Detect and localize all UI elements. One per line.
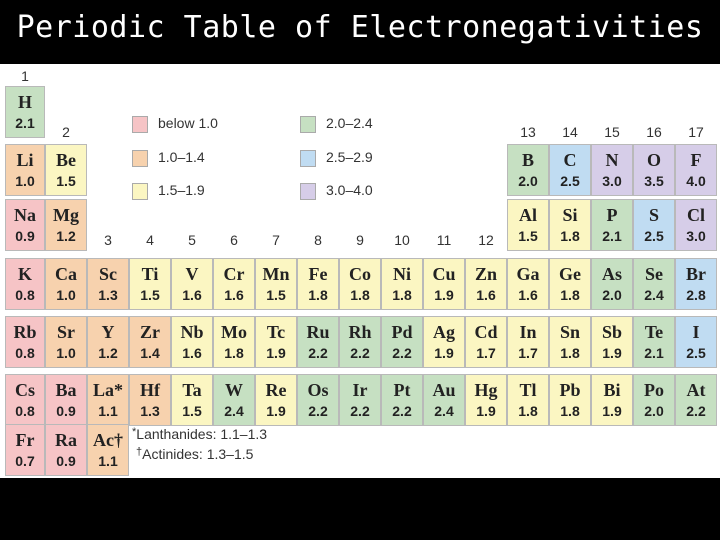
electronegativity-value: 2.0 <box>518 173 538 189</box>
periodic-table-panel <box>0 64 720 478</box>
group-number-14: 14 <box>562 124 578 140</box>
electronegativity-value: 1.7 <box>518 345 538 361</box>
legend-swatch <box>132 150 148 167</box>
electronegativity-value: 1.0 <box>56 345 76 361</box>
electronegativity-value: 1.8 <box>392 287 412 303</box>
legend-swatch <box>300 150 316 167</box>
element-cell-w <box>213 374 255 426</box>
electronegativity-value: 1.8 <box>350 287 370 303</box>
element-symbol: Y <box>101 322 115 342</box>
element-cell-te <box>633 316 675 368</box>
element-symbol: Fe <box>308 264 328 284</box>
element-cell-p <box>591 199 633 251</box>
element-symbol: W <box>225 380 243 400</box>
element-symbol: B <box>521 150 534 170</box>
element-cell-ta <box>171 374 213 426</box>
electronegativity-value: 2.2 <box>350 345 370 361</box>
element-symbol: Pt <box>393 380 411 400</box>
actinide-mark: † <box>136 446 143 458</box>
element-cell-pd <box>381 316 423 368</box>
electronegativity-value: 1.5 <box>518 228 538 244</box>
element-cell-cs <box>5 374 45 426</box>
electronegativity-value: 2.1 <box>602 228 622 244</box>
electronegativity-value: 3.0 <box>602 173 622 189</box>
element-symbol: Ti <box>141 264 159 284</box>
electronegativity-value: 1.9 <box>602 345 622 361</box>
electronegativity-value: 3.5 <box>644 173 664 189</box>
element-cell-h <box>5 86 45 138</box>
element-symbol: Ba <box>55 380 77 400</box>
electronegativity-value: 1.0 <box>15 173 35 189</box>
element-symbol: Ca <box>55 264 77 284</box>
page-title: Periodic Table of Electronegativities <box>16 10 704 45</box>
element-cell-pb <box>549 374 591 426</box>
element-symbol: Mo <box>221 322 247 342</box>
element-cell-ru <box>297 316 339 368</box>
element-symbol: S <box>648 205 659 225</box>
electronegativity-value: 1.9 <box>266 403 286 419</box>
element-symbol: C <box>563 150 577 170</box>
group-number-13: 13 <box>520 124 536 140</box>
electronegativity-value: 1.9 <box>602 403 622 419</box>
element-symbol: H <box>17 92 32 112</box>
group-number-3: 3 <box>104 232 112 248</box>
group-number-5: 5 <box>188 232 196 248</box>
actinides-note <box>136 446 253 462</box>
element-symbol: V <box>185 264 199 284</box>
legend-swatch <box>300 116 316 133</box>
electronegativity-value: 1.5 <box>266 287 286 303</box>
element-symbol: Ru <box>306 322 330 342</box>
electronegativity-value: 1.9 <box>266 345 286 361</box>
electronegativity-value: 1.6 <box>182 345 202 361</box>
electronegativity-value: 2.0 <box>644 403 664 419</box>
electronegativity-value: 2.2 <box>686 403 706 419</box>
element-cell-ir <box>339 374 381 426</box>
electronegativity-value: 1.8 <box>518 403 538 419</box>
element-symbol: Pb <box>559 380 581 400</box>
element-symbol: In <box>519 322 537 342</box>
element-cell-al <box>507 199 549 251</box>
element-cell-fe <box>297 258 339 310</box>
electronegativity-value: 1.8 <box>560 287 580 303</box>
element-symbol: Be <box>56 150 76 170</box>
electronegativity-value: 2.8 <box>686 287 706 303</box>
legend-label: 1.0–1.4 <box>158 149 205 165</box>
electronegativity-value: 1.6 <box>476 287 496 303</box>
electronegativity-value: 2.4 <box>224 403 244 419</box>
element-symbol: Ge <box>559 264 581 284</box>
element-cell-fr <box>5 424 45 476</box>
element-cell-as <box>591 258 633 310</box>
element-cell-cr <box>213 258 255 310</box>
element-cell-s <box>633 199 675 251</box>
lanthanide-mark: * <box>132 426 137 438</box>
electronegativity-value: 1.2 <box>98 345 118 361</box>
electronegativity-value: 1.3 <box>98 287 118 303</box>
electronegativity-value: 2.0 <box>602 287 622 303</box>
electronegativity-value: 0.9 <box>15 228 35 244</box>
element-cell-cl <box>675 199 717 251</box>
element-cell-at <box>675 374 717 426</box>
element-symbol: Rb <box>13 322 37 342</box>
element-symbol: Cl <box>687 205 705 225</box>
element-cell-si <box>549 199 591 251</box>
element-symbol: Ir <box>352 380 368 400</box>
group-number-7: 7 <box>272 232 280 248</box>
electronegativity-value: 1.8 <box>224 345 244 361</box>
element-symbol: Rh <box>348 322 372 342</box>
element-cell-mn <box>255 258 297 310</box>
electronegativity-value: 1.0 <box>56 287 76 303</box>
electronegativity-value: 0.9 <box>56 403 76 419</box>
group-number-11: 11 <box>436 232 452 248</box>
element-symbol: Sb <box>601 322 623 342</box>
element-symbol: N <box>605 150 619 170</box>
group-number-8: 8 <box>314 232 322 248</box>
electronegativity-value: 1.4 <box>140 345 160 361</box>
electronegativity-value: 1.8 <box>308 287 328 303</box>
element-symbol: Re <box>265 380 287 400</box>
electronegativity-value: 0.9 <box>56 453 76 469</box>
element-symbol: Si <box>562 205 578 225</box>
element-cell-tl <box>507 374 549 426</box>
electronegativity-value: 1.1 <box>98 453 118 469</box>
element-symbol: Sn <box>559 322 581 342</box>
element-cell-na <box>5 199 45 251</box>
element-symbol: Pd <box>391 322 413 342</box>
element-symbol: Cu <box>432 264 456 284</box>
element-symbol: Co <box>349 264 371 284</box>
electronegativity-value: 1.1 <box>98 403 118 419</box>
element-symbol: Fr <box>15 430 35 450</box>
element-cell-ag <box>423 316 465 368</box>
element-cell-n <box>591 144 633 196</box>
element-symbol: Zn <box>474 264 498 284</box>
electronegativity-value: 2.2 <box>308 345 328 361</box>
electronegativity-value: 2.4 <box>434 403 454 419</box>
legend-label: below 1.0 <box>158 115 218 131</box>
element-cell-li <box>5 144 45 196</box>
element-cell-be <box>45 144 87 196</box>
legend-label: 2.5–2.9 <box>326 149 373 165</box>
element-symbol: Mg <box>53 205 79 225</box>
element-symbol: At <box>686 380 706 400</box>
electronegativity-value: 2.2 <box>308 403 328 419</box>
electronegativity-value: 1.9 <box>476 403 496 419</box>
element-symbol: Ni <box>393 264 411 284</box>
element-symbol: Au <box>432 380 456 400</box>
group-number-6: 6 <box>230 232 238 248</box>
element-cell-hg <box>465 374 507 426</box>
legend-label: 1.5–1.9 <box>158 182 205 198</box>
element-symbol: Bi <box>603 380 621 400</box>
electronegativity-value: 1.2 <box>56 228 76 244</box>
element-symbol: Sr <box>57 322 75 342</box>
element-cell-b <box>507 144 549 196</box>
element-cell-sb <box>591 316 633 368</box>
element-cell-ba <box>45 374 87 426</box>
element-symbol: Ga <box>516 264 540 284</box>
element-cell-co <box>339 258 381 310</box>
element-cell-sr <box>45 316 87 368</box>
electronegativity-value: 2.5 <box>686 345 706 361</box>
element-cell-cd <box>465 316 507 368</box>
element-symbol: Hg <box>474 380 498 400</box>
element-cell-zr <box>129 316 171 368</box>
electronegativity-value: 2.2 <box>350 403 370 419</box>
element-cell-tc <box>255 316 297 368</box>
element-symbol: Se <box>645 264 663 284</box>
element-symbol: Sc <box>99 264 117 284</box>
element-symbol: Tl <box>519 380 537 400</box>
element-cell-f <box>675 144 717 196</box>
electronegativity-value: 1.5 <box>140 287 160 303</box>
element-symbol: Zr <box>140 322 160 342</box>
element-symbol: Cr <box>223 264 245 284</box>
element-symbol: K <box>17 264 32 284</box>
electronegativity-value: 1.8 <box>560 228 580 244</box>
legend-label: 2.0–2.4 <box>326 115 373 131</box>
element-symbol: Br <box>686 264 706 284</box>
element-cell-i <box>675 316 717 368</box>
element-cell-au <box>423 374 465 426</box>
element-cell-ca <box>45 258 87 310</box>
element-cell-nb <box>171 316 213 368</box>
actinides-note-text: Actinides: 1.3–1.5 <box>142 446 254 462</box>
group-number-2: 2 <box>62 124 70 140</box>
electronegativity-value: 2.4 <box>644 287 664 303</box>
element-cell-po <box>633 374 675 426</box>
electronegativity-value: 1.5 <box>56 173 76 189</box>
element-cell-y <box>87 316 129 368</box>
element-cell-br <box>675 258 717 310</box>
element-cell-ga <box>507 258 549 310</box>
group-number-10: 10 <box>394 232 410 248</box>
group-number-17: 17 <box>688 124 704 140</box>
group-number-4: 4 <box>146 232 154 248</box>
electronegativity-value: 2.5 <box>644 228 664 244</box>
element-symbol: Tc <box>266 322 286 342</box>
element-cell-re <box>255 374 297 426</box>
electronegativity-value: 0.8 <box>15 287 35 303</box>
element-cell-mo <box>213 316 255 368</box>
element-cell-o <box>633 144 675 196</box>
element-symbol: O <box>646 150 661 170</box>
group-number-16: 16 <box>646 124 662 140</box>
electronegativity-value: 2.1 <box>644 345 664 361</box>
group-number-1: 1 <box>21 68 29 84</box>
electronegativity-value: 0.7 <box>15 453 35 469</box>
element-cell-sn <box>549 316 591 368</box>
element-symbol: Cs <box>14 380 35 400</box>
lanthanides-note-text: Lanthanides: 1.1–1.3 <box>136 426 268 442</box>
element-cell-ni <box>381 258 423 310</box>
element-symbol: Ta <box>182 380 202 400</box>
element-cell-ge <box>549 258 591 310</box>
element-cell-pt <box>381 374 423 426</box>
element-symbol: As <box>601 264 622 284</box>
element-cell-ti <box>129 258 171 310</box>
element-symbol: Al <box>519 205 537 225</box>
element-cell-cu <box>423 258 465 310</box>
electronegativity-value: 2.2 <box>392 403 412 419</box>
element-symbol: Ag <box>433 322 455 342</box>
electronegativity-value: 3.0 <box>686 228 706 244</box>
electronegativity-value: 1.8 <box>560 345 580 361</box>
legend-swatch <box>132 183 148 200</box>
element-cell-hf <box>129 374 171 426</box>
element-symbol: Nb <box>180 322 204 342</box>
element-cell-k <box>5 258 45 310</box>
element-cell-bi <box>591 374 633 426</box>
electronegativity-value: 0.8 <box>15 345 35 361</box>
electronegativity-value: 1.9 <box>434 345 454 361</box>
electronegativity-value: 2.5 <box>560 173 580 189</box>
electronegativity-value: 1.6 <box>224 287 244 303</box>
element-symbol: Ra <box>55 430 77 450</box>
electronegativity-value: 1.3 <box>140 403 160 419</box>
element-symbol: I <box>692 322 700 342</box>
group-number-12: 12 <box>478 232 494 248</box>
legend-label: 3.0–4.0 <box>326 182 373 198</box>
legend-swatch <box>132 116 148 133</box>
element-symbol: Os <box>307 380 329 400</box>
element-cell-ac <box>87 424 129 476</box>
element-cell-rb <box>5 316 45 368</box>
element-symbol: La* <box>92 380 123 400</box>
element-symbol: Ac† <box>93 430 123 450</box>
element-cell-c <box>549 144 591 196</box>
legend-swatch <box>300 183 316 200</box>
element-cell-rh <box>339 316 381 368</box>
element-symbol: Cd <box>474 322 498 342</box>
electronegativity-value: 1.5 <box>182 403 202 419</box>
element-cell-la <box>87 374 129 426</box>
electronegativity-value: 1.6 <box>182 287 202 303</box>
electronegativity-value: 4.0 <box>686 173 706 189</box>
element-cell-zn <box>465 258 507 310</box>
electronegativity-value: 1.7 <box>476 345 496 361</box>
element-cell-sc <box>87 258 129 310</box>
element-cell-in <box>507 316 549 368</box>
electronegativity-value: 2.2 <box>392 345 412 361</box>
element-symbol: Na <box>14 205 36 225</box>
element-symbol: Mn <box>262 264 290 284</box>
element-cell-ra <box>45 424 87 476</box>
lanthanides-note <box>132 426 267 442</box>
electronegativity-value: 1.6 <box>518 287 538 303</box>
element-cell-v <box>171 258 213 310</box>
electronegativity-value: 1.8 <box>560 403 580 419</box>
group-number-15: 15 <box>604 124 620 140</box>
element-cell-mg <box>45 199 87 251</box>
element-symbol: Hf <box>140 380 160 400</box>
group-number-9: 9 <box>356 232 364 248</box>
electronegativity-value: 0.8 <box>15 403 35 419</box>
element-cell-se <box>633 258 675 310</box>
electronegativity-value: 2.1 <box>15 115 35 131</box>
element-symbol: Po <box>644 380 664 400</box>
element-symbol: P <box>606 205 618 225</box>
element-symbol: Li <box>16 150 34 170</box>
element-symbol: Te <box>644 322 664 342</box>
electronegativity-value: 1.9 <box>434 287 454 303</box>
element-cell-os <box>297 374 339 426</box>
element-symbol: F <box>690 150 702 170</box>
